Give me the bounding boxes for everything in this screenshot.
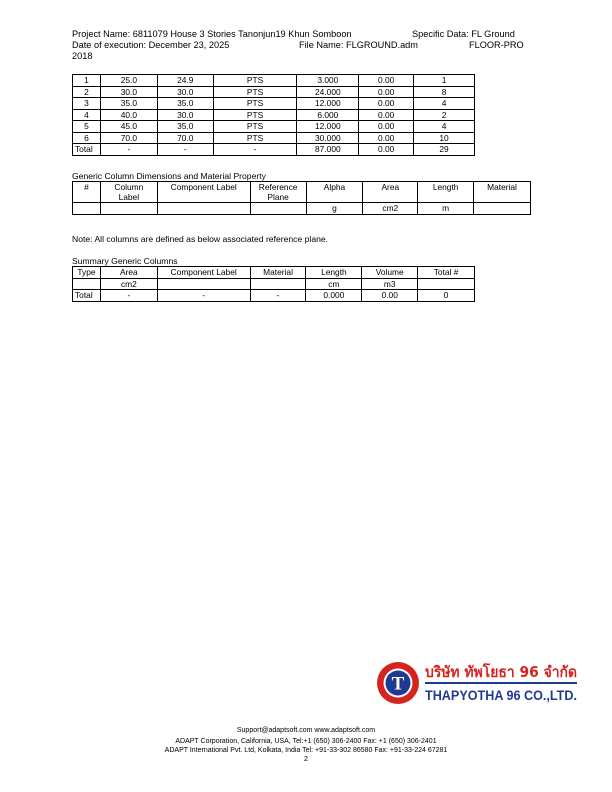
column-header: Material — [250, 267, 306, 279]
column-header: Reference Plane — [250, 182, 306, 203]
program-year: 2018 — [72, 51, 93, 61]
unit-cell — [474, 203, 531, 215]
table-cell: 0.00 — [359, 109, 414, 121]
table-cell: 8 — [414, 86, 475, 98]
table-cell: 30.000 — [297, 132, 359, 144]
total-cell: - — [100, 144, 157, 156]
table-cell: 30.0 — [100, 86, 157, 98]
total-cell: - — [213, 144, 297, 156]
unit-cell: m3 — [362, 278, 418, 290]
table-cell: 12.000 — [297, 98, 359, 110]
emblem-letter: T — [391, 673, 405, 695]
table-cell: 2 — [414, 109, 475, 121]
total-cell: - — [157, 290, 250, 302]
unit-cell: cm — [306, 278, 362, 290]
page-number: 2 — [304, 756, 308, 763]
summary-generic-title: Summary Generic Columns — [72, 256, 178, 266]
table-cell: 5 — [73, 121, 101, 133]
note-text: Note: All columns are defined as below associated reference plane. — [72, 234, 329, 244]
total-row — [73, 144, 475, 156]
table-cell: 4 — [73, 109, 101, 121]
unit-cell — [100, 203, 157, 215]
unit-cell — [418, 278, 475, 290]
unit-cell: cm2 — [100, 278, 157, 290]
table-cell: 4 — [414, 98, 475, 110]
column-header: Type — [73, 267, 101, 279]
table-cell: 70.0 — [157, 132, 213, 144]
company-logo — [376, 658, 580, 708]
logo-divider — [425, 682, 577, 684]
table-cell: PTS — [213, 109, 297, 121]
unit-cell — [157, 203, 250, 215]
total-cell: Total — [73, 290, 101, 302]
column-header: Component Label — [157, 267, 250, 279]
execution-date: Date of execution: December 23, 2025 — [72, 40, 230, 50]
company-english-name: THAPYOTHA 96 CO.,LTD. — [425, 688, 577, 703]
generic-dims-table — [72, 181, 531, 215]
table-cell: 35.0 — [100, 98, 157, 110]
program-name: FLOOR-PRO — [469, 40, 524, 50]
table-row — [73, 75, 475, 87]
table-row — [73, 109, 475, 121]
table-cell: 0.00 — [359, 86, 414, 98]
column-summary-table — [72, 74, 475, 156]
table-cell: PTS — [213, 121, 297, 133]
column-header: Total # — [418, 267, 475, 279]
column-header: Component Label — [157, 182, 250, 203]
table-cell: 4 — [414, 121, 475, 133]
generic-dims-title: Generic Column Dimensions and Material Property — [72, 171, 266, 181]
table-cell: 1 — [414, 75, 475, 87]
table-cell: 30.0 — [157, 109, 213, 121]
unit-cell — [250, 203, 306, 215]
table-cell: 0.00 — [359, 121, 414, 133]
table-cell: 40.0 — [100, 109, 157, 121]
total-cell: Total — [73, 144, 101, 156]
table-cell: 3.000 — [297, 75, 359, 87]
unit-cell — [73, 278, 101, 290]
table-cell: 10 — [414, 132, 475, 144]
table-cell: 70.0 — [100, 132, 157, 144]
total-cell: 0.00 — [359, 144, 414, 156]
logo-graphic — [376, 658, 580, 708]
column-header: Area — [363, 182, 418, 203]
table-cell: 3 — [73, 98, 101, 110]
total-cell: 0.00 — [362, 290, 418, 302]
total-cell: 0 — [418, 290, 475, 302]
table-row — [73, 98, 475, 110]
unit-cell: g — [306, 203, 363, 215]
table-cell: 0.00 — [359, 98, 414, 110]
unit-cell — [157, 278, 250, 290]
column-header: Length — [418, 182, 474, 203]
footer-contact: Support@adaptsoft.com www.adaptsoft.com — [236, 727, 376, 734]
total-cell: 29 — [414, 144, 475, 156]
column-header: Volume — [362, 267, 418, 279]
table-cell: 0.00 — [359, 75, 414, 87]
total-cell: - — [100, 290, 157, 302]
total-cell: 87.000 — [297, 144, 359, 156]
column-header: Material — [474, 182, 531, 203]
table-cell: PTS — [213, 98, 297, 110]
unit-cell: cm2 — [363, 203, 418, 215]
footer-usa-office: ADAPT Corporation, California, USA, Tel:+1 (650) 306-2400 Fax: +1 (650) 306-2401 — [175, 738, 437, 745]
table-cell: 0.00 — [359, 132, 414, 144]
table-cell: 45.0 — [100, 121, 157, 133]
table-cell: PTS — [213, 132, 297, 144]
total-cell: - — [157, 144, 213, 156]
table-row — [73, 121, 475, 133]
footer-india-office: ADAPT International Pvt. Ltd, Kolkata, India Tel: +91-33-302 86580 Fax: +91-33-224 67281 — [164, 747, 448, 754]
company-thai-name: บริษัท ทัพโยธา 96 จำกัด — [425, 663, 580, 681]
table-cell: 24.000 — [297, 86, 359, 98]
table-cell: 30.0 — [157, 86, 213, 98]
table-cell: 1 — [73, 75, 101, 87]
column-header: Column Label — [100, 182, 157, 203]
unit-cell — [250, 278, 306, 290]
column-header: Length — [306, 267, 362, 279]
table-cell: 25.0 — [100, 75, 157, 87]
table-cell: 12.000 — [297, 121, 359, 133]
summary-generic-table — [72, 266, 475, 302]
table-cell: 35.0 — [157, 121, 213, 133]
project-name: Project Name: 6811079 House 3 Stories Tanonjun19 Khun Somboon — [72, 29, 352, 39]
table-cell: 6.000 — [297, 109, 359, 121]
table-cell: PTS — [213, 75, 297, 87]
table-cell: 6 — [73, 132, 101, 144]
column-header: Area — [100, 267, 157, 279]
total-cell: 0.000 — [306, 290, 362, 302]
unit-cell — [73, 203, 101, 215]
table-cell: 24.9 — [157, 75, 213, 87]
specific-data: Specific Data: FL Ground — [412, 29, 515, 39]
table-cell: 35.0 — [157, 98, 213, 110]
column-header: Alpha — [306, 182, 363, 203]
table-row — [73, 86, 475, 98]
column-header: # — [73, 182, 101, 203]
table-row — [73, 132, 475, 144]
table-cell: PTS — [213, 86, 297, 98]
unit-cell: m — [418, 203, 474, 215]
file-name: File Name: FLGROUND.adm — [299, 40, 418, 50]
table-cell: 2 — [73, 86, 101, 98]
total-cell: - — [250, 290, 306, 302]
